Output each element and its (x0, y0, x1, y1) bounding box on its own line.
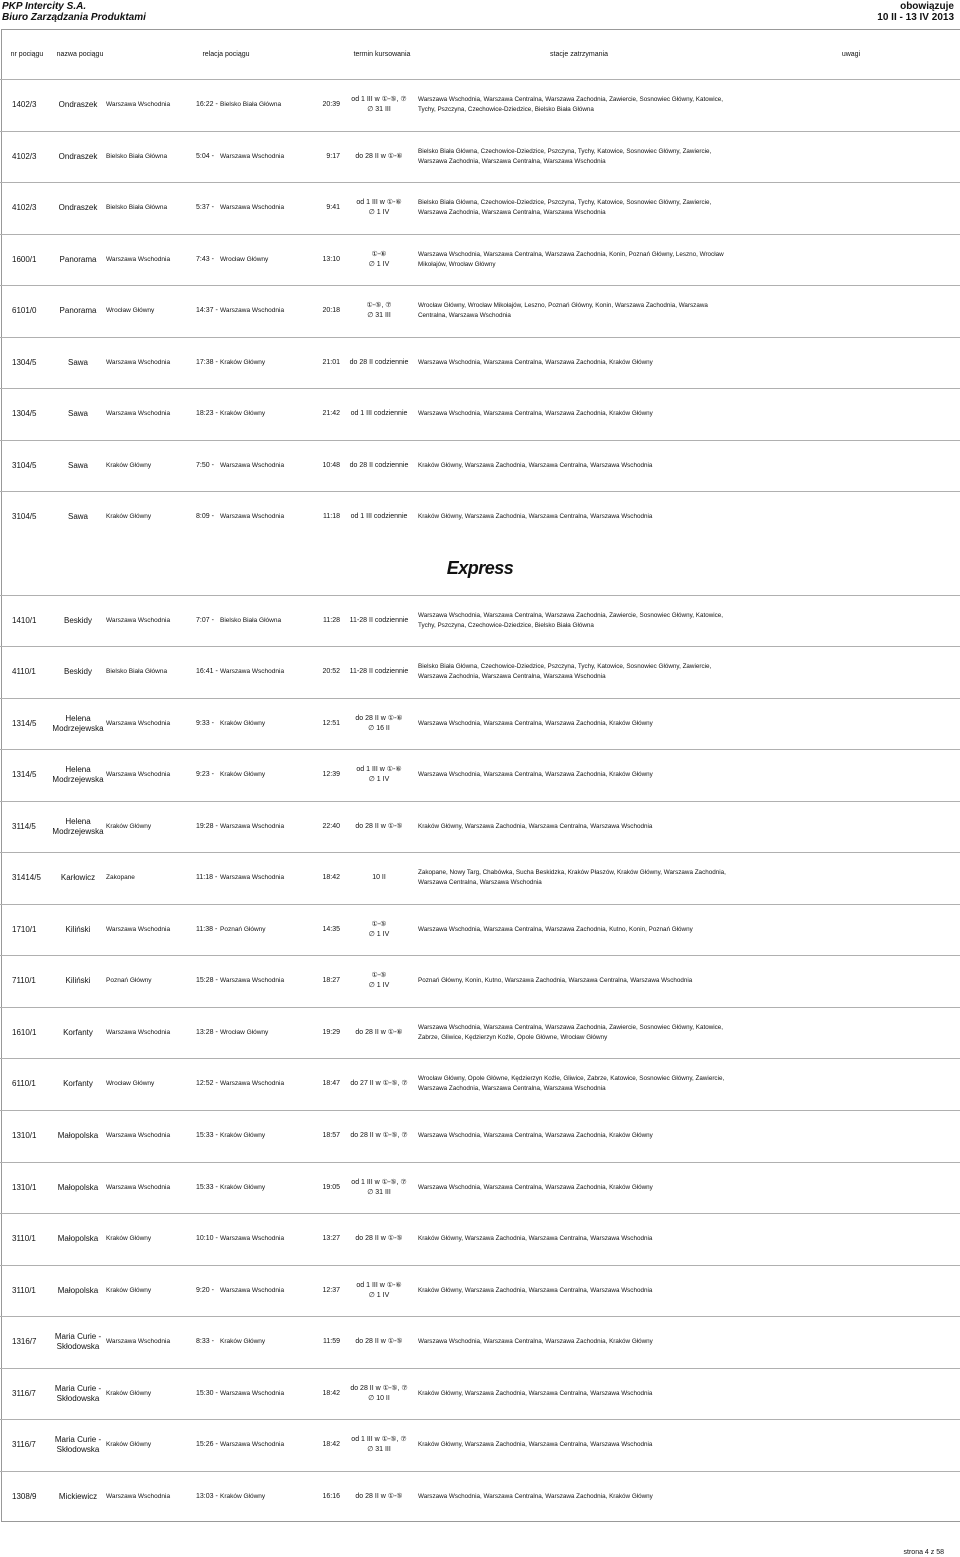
destination-station: Warszawa Wschodnia (220, 306, 285, 314)
departure-time: 15:26 - (196, 1440, 218, 1448)
arrival-time: 21:42 (322, 409, 340, 417)
train-name: Małopolska (57, 1233, 99, 1243)
stopping-stations: Kraków Główny, Warszawa Zachodnia, Warszawa Centralna, Warszawa Wschodnia (418, 822, 653, 830)
arrival-time: 12:39 (322, 770, 340, 778)
train-number: 1600/1 (12, 254, 37, 264)
running-dates (340, 801, 418, 852)
train-number: 3116/7 (12, 1388, 36, 1398)
stopping-stations: Kraków Główny, Warszawa Zachodnia, Warszawa Centralna, Warszawa Wschodnia (418, 1389, 653, 1397)
table-row (0, 1110, 960, 1162)
section-label-express: Express (446, 558, 514, 578)
departure-time: 15:28 - (196, 976, 218, 984)
stopping-stations: Kraków Główny, Warszawa Zachodnia, Warszawa Centralna, Warszawa Wschodnia (418, 1234, 653, 1242)
table-row (0, 595, 960, 647)
arrival-time: 20:52 (322, 667, 340, 675)
train-name: Kiliński (65, 924, 91, 934)
arrival-time: 20:18 (322, 306, 340, 314)
arrival-time: 18:57 (322, 1131, 340, 1139)
stopping-stations: Zakopane, Nowy Targ, Chabówka, Sucha Beskidzka, Kraków Płaszów, Kraków Główny, Warszawa Zachodnia, Warszawa Centralna, Warszawa Wschodnia (418, 868, 726, 886)
train-number: 3110/1 (12, 1285, 36, 1295)
stopping-stations: Warszawa Wschodnia, Warszawa Centralna, Warszawa Zachodnia, Kraków Główny (418, 1337, 653, 1345)
table-row (0, 1213, 960, 1265)
arrival-time: 16:16 (322, 1492, 340, 1500)
department-name: Biuro Zarządzania Produktami (2, 12, 146, 23)
running-dates (340, 1265, 418, 1316)
col-header-nr: nr pociągu (10, 51, 44, 58)
train-number: 1710/1 (12, 924, 37, 934)
arrival-time: 19:29 (322, 1028, 340, 1036)
origin-station: Warszawa Wschodnia (106, 100, 171, 108)
destination-station: Kraków Główny (220, 409, 266, 417)
destination-station: Kraków Główny (220, 770, 266, 778)
stopping-stations: Poznań Główny, Konin, Kutno, Warszawa Zachodnia, Warszawa Centralna, Warszawa Wschodnia (418, 976, 693, 984)
running-dates-main: od 1 III w ①-⑥ (356, 765, 402, 773)
running-dates (340, 1213, 418, 1264)
running-dates-exception: ∅ 31 III (367, 1188, 391, 1196)
stopping-stations: Bielsko Biała Główna, Czechowice-Dziedzice, Pszczyna, Tychy, Katowice, Sosnowiec Główny, Zawiercie, Warszawa Zachodnia, Warszawa Centralna, Warszawa Wschodnia (418, 147, 712, 165)
destination-station: Wrocław Główny (220, 255, 269, 263)
departure-time: 19:28 - (196, 822, 218, 830)
table-row (0, 801, 960, 853)
train-number: 1610/1 (12, 1027, 37, 1037)
running-dates-main: 11-28 II codziennie (349, 667, 409, 675)
origin-station: Bielsko Biała Główna (106, 203, 168, 211)
origin-station: Kraków Główny (106, 822, 152, 830)
arrival-time: 18:27 (322, 976, 340, 984)
departure-time: 11:18 - (196, 873, 218, 881)
stopping-stations: Bielsko Biała Główna, Czechowice-Dziedzice, Pszczyna, Tychy, Katowice, Sosnowiec Główny, Zawiercie, Warszawa Zachodnia, Warszawa Centralna, Warszawa Wschodnia (418, 198, 712, 216)
table-row (0, 646, 960, 698)
departure-time: 16:41 - (196, 667, 218, 675)
train-number: 4102/3 (12, 151, 37, 161)
arrival-time: 18:47 (322, 1079, 340, 1087)
running-dates-exception: ∅ 1 IV (368, 775, 390, 783)
departure-time: 13:03 - (196, 1492, 218, 1500)
train-name: Beskidy (63, 615, 92, 625)
arrival-time: 19:05 (322, 1183, 340, 1191)
table-row (0, 904, 960, 956)
running-dates (340, 1368, 418, 1419)
train-name: Karłowicz (60, 872, 96, 882)
departure-time: 16:22 - (196, 100, 218, 108)
origin-station: Warszawa Wschodnia (106, 1028, 171, 1036)
table-row (0, 337, 960, 389)
col-header-stations: stacje zatrzymania (550, 51, 608, 58)
running-dates (340, 1058, 418, 1109)
train-number: 4110/1 (12, 666, 36, 676)
stopping-stations: Warszawa Wschodnia, Warszawa Centralna, Warszawa Zachodnia, Konin, Poznań Główny, Leszno, Wrocław Mikołajów, Wrocław Główny (418, 250, 724, 268)
destination-station: Warszawa Wschodnia (220, 461, 285, 469)
running-dates (340, 131, 418, 182)
stopping-stations: Warszawa Wschodnia, Warszawa Centralna, Warszawa Zachodnia, Kraków Główny (418, 1492, 653, 1500)
origin-station: Kraków Główny (106, 1389, 152, 1397)
train-name: Maria Curie - Skłodowska (54, 1383, 102, 1403)
destination-station: Wrocław Główny (220, 1028, 269, 1036)
destination-station: Kraków Główny (220, 1492, 266, 1500)
running-dates-main: 11-28 II codziennie (349, 616, 409, 624)
table-row (0, 285, 960, 337)
running-dates-main: od 1 III w ①-⑤, ⑦ (351, 1178, 407, 1186)
running-dates (340, 440, 418, 491)
running-dates-main: ①-⑥ (371, 250, 387, 258)
stopping-stations: Kraków Główny, Warszawa Zachodnia, Warszawa Centralna, Warszawa Wschodnia (418, 461, 653, 469)
train-number: 7110/1 (12, 975, 36, 985)
train-number: 1304/5 (12, 357, 37, 367)
stopping-stations: Kraków Główny, Warszawa Zachodnia, Warszawa Centralna, Warszawa Wschodnia (418, 512, 653, 520)
arrival-time: 18:42 (322, 1440, 340, 1448)
company-name: PKP Intercity S.A. (2, 1, 87, 12)
origin-station: Kraków Główny (106, 1286, 152, 1294)
running-dates-main: do 28 II w ①-⑤ (355, 1234, 403, 1242)
origin-station: Bielsko Biała Główna (106, 152, 168, 160)
train-name: Małopolska (57, 1130, 99, 1140)
table-row (0, 1058, 960, 1110)
origin-station: Warszawa Wschodnia (106, 358, 171, 366)
col-header-term: termin kursowania (353, 51, 411, 58)
table-row (0, 182, 960, 234)
origin-station: Zakopane (106, 873, 135, 881)
train-number: 3114/5 (12, 821, 36, 831)
departure-time: 9:20 - (196, 1286, 214, 1294)
train-number: 6110/1 (12, 1078, 36, 1088)
running-dates (340, 1162, 418, 1213)
arrival-time: 22:40 (322, 822, 340, 830)
running-dates (340, 698, 418, 749)
train-number: 1410/1 (12, 615, 37, 625)
destination-station: Warszawa Wschodnia (220, 1389, 285, 1397)
origin-station: Bielsko Biała Główna (106, 667, 168, 675)
stopping-stations: Warszawa Wschodnia, Warszawa Centralna, Warszawa Zachodnia, Kraków Główny (418, 719, 653, 727)
train-number: 1308/9 (12, 1491, 37, 1501)
table-row (0, 1419, 960, 1471)
departure-time: 7:50 - (196, 461, 214, 469)
col-header-relation: relacja pociągu (202, 51, 250, 58)
running-dates-exception: ∅ 10 II (368, 1394, 390, 1402)
table-row (0, 440, 960, 492)
train-name: Sawa (67, 408, 88, 418)
departure-time: 15:33 - (196, 1131, 218, 1139)
origin-station: Poznań Główny (106, 976, 152, 984)
validity-label: obowiązuje (900, 1, 954, 12)
running-dates-main: do 28 II w ①-⑥ (355, 714, 403, 722)
running-dates-main: od 1 III codziennie (350, 512, 408, 520)
running-dates (340, 79, 418, 130)
departure-time: 15:33 - (196, 1183, 218, 1191)
stopping-stations: Warszawa Wschodnia, Warszawa Centralna, Warszawa Zachodnia, Kraków Główny (418, 1131, 653, 1139)
train-name: Małopolska (57, 1285, 99, 1295)
destination-station: Kraków Główny (220, 1131, 266, 1139)
table-row (0, 852, 960, 904)
destination-station: Warszawa Wschodnia (220, 822, 285, 830)
running-dates (340, 904, 418, 955)
origin-station: Kraków Główny (106, 1234, 152, 1242)
origin-station: Warszawa Wschodnia (106, 616, 171, 624)
running-dates (340, 749, 418, 800)
running-dates (340, 1110, 418, 1161)
train-number: 3116/7 (12, 1439, 36, 1449)
table-row (0, 491, 960, 543)
train-name: Ondraszek (58, 99, 98, 109)
running-dates-exception: ∅ 31 III (367, 1445, 391, 1453)
train-number: 1304/5 (12, 408, 37, 418)
departure-time: 9:33 - (196, 719, 214, 727)
departure-time: 11:38 - (196, 925, 218, 933)
departure-time: 15:30 - (196, 1389, 218, 1397)
origin-station: Warszawa Wschodnia (106, 409, 171, 417)
running-dates (340, 646, 418, 697)
running-dates (340, 491, 418, 542)
train-number: 31414/5 (12, 872, 41, 882)
destination-station: Warszawa Wschodnia (220, 512, 285, 520)
train-name: Korfanty (63, 1078, 93, 1088)
train-number: 1314/5 (12, 769, 37, 779)
destination-station: Warszawa Wschodnia (220, 152, 285, 160)
running-dates (340, 234, 418, 285)
running-dates (340, 955, 418, 1006)
train-name: Kiliński (65, 975, 91, 985)
running-dates-exception: ∅ 31 III (367, 311, 391, 319)
table-row (0, 1471, 960, 1523)
running-dates (340, 337, 418, 388)
running-dates-main: od 1 III w ①-⑤, ⑦ (351, 1435, 407, 1443)
stopping-stations: Kraków Główny, Warszawa Zachodnia, Warszawa Centralna, Warszawa Wschodnia (418, 1440, 653, 1448)
departure-time: 14:37 - (196, 306, 218, 314)
destination-station: Warszawa Wschodnia (220, 1440, 285, 1448)
train-number: 1402/3 (12, 99, 37, 109)
running-dates-main: ①-⑤, ⑦ (366, 301, 392, 309)
table-row (0, 698, 960, 750)
running-dates-main: do 28 II codziennie (349, 358, 409, 366)
running-dates-exception: ∅ 1 IV (368, 260, 390, 268)
origin-station: Kraków Główny (106, 512, 152, 520)
running-dates-exception: ∅ 1 IV (368, 208, 390, 216)
origin-station: Warszawa Wschodnia (106, 255, 171, 263)
destination-station: Kraków Główny (220, 719, 266, 727)
running-dates-main: do 28 II w ①-⑤ (355, 1337, 403, 1345)
destination-station: Warszawa Wschodnia (220, 1079, 285, 1087)
page-number: strona 4 z 58 (903, 1549, 944, 1556)
departure-time: 8:33 - (196, 1337, 214, 1345)
train-name: Maria Curie - Skłodowska (54, 1331, 102, 1351)
running-dates-main: 10 II (372, 873, 386, 881)
departure-time: 7:43 - (196, 255, 214, 263)
origin-station: Kraków Główny (106, 1440, 152, 1448)
arrival-time: 11:28 (323, 616, 340, 624)
departure-time: 12:52 - (196, 1079, 218, 1087)
departure-time: 5:04 - (196, 152, 214, 160)
destination-station: Warszawa Wschodnia (220, 1234, 285, 1242)
origin-station: Warszawa Wschodnia (106, 719, 171, 727)
train-name: Korfanty (63, 1027, 93, 1037)
running-dates-main: do 28 II w ①-⑤ (355, 822, 403, 830)
train-name: Sawa (67, 357, 88, 367)
running-dates-exception: ∅ 31 III (367, 105, 391, 113)
departure-time: 9:23 - (196, 770, 214, 778)
validity-period: 10 II - 13 IV 2013 (877, 12, 954, 23)
train-name: Mickiewicz (58, 1491, 98, 1501)
train-name: Ondraszek (58, 202, 98, 212)
origin-station: Warszawa Wschodnia (106, 1131, 171, 1139)
train-name: Panorama (59, 254, 97, 264)
arrival-time: 18:42 (322, 873, 340, 881)
running-dates (340, 285, 418, 336)
arrival-time: 13:27 (322, 1234, 340, 1242)
running-dates (340, 388, 418, 439)
train-name: Helena Modrzejewska (52, 713, 104, 733)
train-number: 1310/1 (12, 1182, 37, 1192)
train-number: 1314/5 (12, 718, 37, 728)
departure-time: 8:09 - (196, 512, 214, 520)
arrival-time: 11:18 (323, 512, 340, 520)
arrival-time: 14:35 (322, 925, 340, 933)
running-dates-main: do 28 II w ①-⑤ (355, 1492, 403, 1500)
table-row (0, 1316, 960, 1368)
destination-station: Poznań Główny (220, 925, 266, 933)
train-name: Maria Curie - Skłodowska (54, 1434, 102, 1454)
stopping-stations: Warszawa Wschodnia, Warszawa Centralna, Warszawa Zachodnia, Kraków Główny (418, 409, 653, 417)
train-number: 3104/5 (12, 511, 37, 521)
running-dates-exception: ∅ 1 IV (368, 1291, 390, 1299)
running-dates-main: do 28 II w ①-⑥ (355, 1028, 403, 1036)
destination-station: Bielsko Biała Główna (220, 100, 282, 108)
destination-station: Warszawa Wschodnia (220, 1286, 285, 1294)
running-dates-exception: ∅ 1 IV (368, 981, 390, 989)
train-name: Sawa (67, 460, 88, 470)
running-dates-main: do 28 II w ①-⑤, ⑦ (350, 1384, 408, 1392)
arrival-time: 10:48 (322, 461, 340, 469)
arrival-time: 9:17 (326, 152, 340, 160)
stopping-stations: Wrocław Główny, Wrocław Mikołajów, Leszno, Poznań Główny, Konin, Warszawa Zachodnia, Warszawa Centralna, Warszawa Wschodnia (418, 301, 708, 319)
running-dates-main: od 1 III w ①-⑤, ⑦ (351, 95, 407, 103)
table-row (0, 388, 960, 440)
running-dates-main: do 28 II codziennie (349, 461, 409, 469)
destination-station: Bielsko Biała Główna (220, 616, 282, 624)
train-number: 3110/1 (12, 1233, 36, 1243)
arrival-time: 20:39 (322, 100, 340, 108)
arrival-time: 18:42 (322, 1389, 340, 1397)
train-name: Sawa (67, 511, 88, 521)
table-row (0, 1162, 960, 1214)
running-dates (340, 182, 418, 233)
running-dates (340, 1007, 418, 1058)
destination-station: Kraków Główny (220, 358, 266, 366)
arrival-time: 13:10 (322, 255, 340, 263)
running-dates (340, 1316, 418, 1367)
table-row (0, 1368, 960, 1420)
departure-time: 18:23 - (196, 409, 218, 417)
table-row (0, 749, 960, 801)
stopping-stations: Bielsko Biała Główna, Czechowice-Dziedzice, Pszczyna, Tychy, Katowice, Sosnowiec Główny, Zawiercie, Warszawa Zachodnia, Warszawa Centralna, Warszawa Wschodnia (418, 662, 712, 680)
origin-station: Wrocław Główny (106, 306, 155, 314)
destination-station: Kraków Główny (220, 1337, 266, 1345)
running-dates-main: do 28 II w ①-⑥ (355, 152, 403, 160)
train-number: 1310/1 (12, 1130, 37, 1140)
arrival-time: 12:37 (322, 1286, 340, 1294)
train-number: 1316/7 (12, 1336, 37, 1346)
document-header-right (877, 1, 954, 23)
train-number: 3104/5 (12, 460, 37, 470)
origin-station: Warszawa Wschodnia (106, 770, 171, 778)
table-row (0, 131, 960, 183)
table-row (0, 79, 960, 131)
destination-station: Warszawa Wschodnia (220, 873, 285, 881)
stopping-stations: Warszawa Wschodnia, Warszawa Centralna, Warszawa Zachodnia, Kutno, Konin, Poznań Główny (418, 925, 693, 933)
train-name: Panorama (59, 305, 97, 315)
running-dates (340, 1419, 418, 1470)
train-number: 4102/3 (12, 202, 37, 212)
col-header-notes: uwagi (841, 51, 861, 58)
running-dates-exception: ∅ 1 IV (368, 930, 390, 938)
train-name: Małopolska (57, 1182, 99, 1192)
table-row (0, 1007, 960, 1059)
arrival-time: 9:41 (326, 203, 340, 211)
running-dates-main: ①-⑤ (371, 971, 387, 979)
running-dates-main: do 28 II w ①-⑤, ⑦ (350, 1131, 408, 1139)
departure-time: 10:10 - (196, 1234, 218, 1242)
stopping-stations: Warszawa Wschodnia, Warszawa Centralna, Warszawa Zachodnia, Zawiercie, Sosnowiec Główny, Katowice, Tychy, Pszczyna, Czechowice-Dziedzice, Bielsko Biała Główna (418, 95, 724, 113)
running-dates (340, 1471, 418, 1522)
origin-station: Warszawa Wschodnia (106, 925, 171, 933)
stopping-stations: Kraków Główny, Warszawa Zachodnia, Warszawa Centralna, Warszawa Wschodnia (418, 1286, 653, 1294)
destination-station: Kraków Główny (220, 1183, 266, 1191)
document-header-left (2, 1, 146, 23)
origin-station: Warszawa Wschodnia (106, 1183, 171, 1191)
origin-station: Warszawa Wschodnia (106, 1492, 171, 1500)
origin-station: Kraków Główny (106, 461, 152, 469)
departure-time: 7:07 - (196, 616, 214, 624)
running-dates-exception: ∅ 16 II (368, 724, 390, 732)
departure-time: 5:37 - (196, 203, 214, 211)
stopping-stations: Warszawa Wschodnia, Warszawa Centralna, Warszawa Zachodnia, Kraków Główny (418, 1183, 653, 1191)
table-row (0, 1265, 960, 1317)
train-name: Helena Modrzejewska (52, 816, 104, 836)
arrival-time: 12:51 (322, 719, 340, 727)
stopping-stations: Warszawa Wschodnia, Warszawa Centralna, Warszawa Zachodnia, Zawiercie, Sosnowiec Główny, Katowice, Zabrze, Gliwice, Kędzierzyn Koźle, Opole Główne, Wrocław Główny (418, 1023, 724, 1041)
stopping-stations: Warszawa Wschodnia, Warszawa Centralna, Warszawa Zachodnia, Zawiercie, Sosnowiec Główny, Katowice, Tychy, Pszczyna, Czechowice-Dziedzice, Bielsko Biała Główna (418, 611, 724, 629)
destination-station: Warszawa Wschodnia (220, 976, 285, 984)
origin-station: Warszawa Wschodnia (106, 1337, 171, 1345)
col-header-name: nazwa pociągu (56, 51, 104, 58)
arrival-time: 11:59 (323, 1337, 340, 1345)
train-name: Beskidy (63, 666, 92, 676)
running-dates-main: od 1 III w ①-⑥ (356, 1281, 402, 1289)
running-dates-main: od 1 III codziennie (350, 409, 408, 417)
departure-time: 13:28 - (196, 1028, 218, 1036)
train-name: Helena Modrzejewska (52, 764, 104, 784)
stopping-stations: Warszawa Wschodnia, Warszawa Centralna, Warszawa Zachodnia, Kraków Główny (418, 358, 653, 366)
train-number: 6101/0 (12, 305, 37, 315)
table-row (0, 234, 960, 286)
running-dates (340, 595, 418, 646)
destination-station: Warszawa Wschodnia (220, 667, 285, 675)
running-dates-main: od 1 III w ①-⑥ (356, 198, 402, 206)
origin-station: Wrocław Główny (106, 1079, 155, 1087)
departure-time: 17:38 - (196, 358, 218, 366)
stopping-stations: Wrocław Główny, Opole Główne, Kędzierzyn Koźle, Gliwice, Zabrze, Katowice, Sosnowiec Główny, Zawiercie, Warszawa Zachodnia, Warszawa Centralna, Warszawa Wschodnia (418, 1074, 725, 1092)
train-name: Ondraszek (58, 151, 98, 161)
running-dates-main: do 27 II w ①-⑤, ⑦ (350, 1079, 408, 1087)
stopping-stations: Warszawa Wschodnia, Warszawa Centralna, Warszawa Zachodnia, Kraków Główny (418, 770, 653, 778)
running-dates-main: ①-⑤ (371, 920, 387, 928)
arrival-time: 21:01 (322, 358, 340, 366)
table-row (0, 955, 960, 1007)
running-dates (340, 852, 418, 903)
destination-station: Warszawa Wschodnia (220, 203, 285, 211)
